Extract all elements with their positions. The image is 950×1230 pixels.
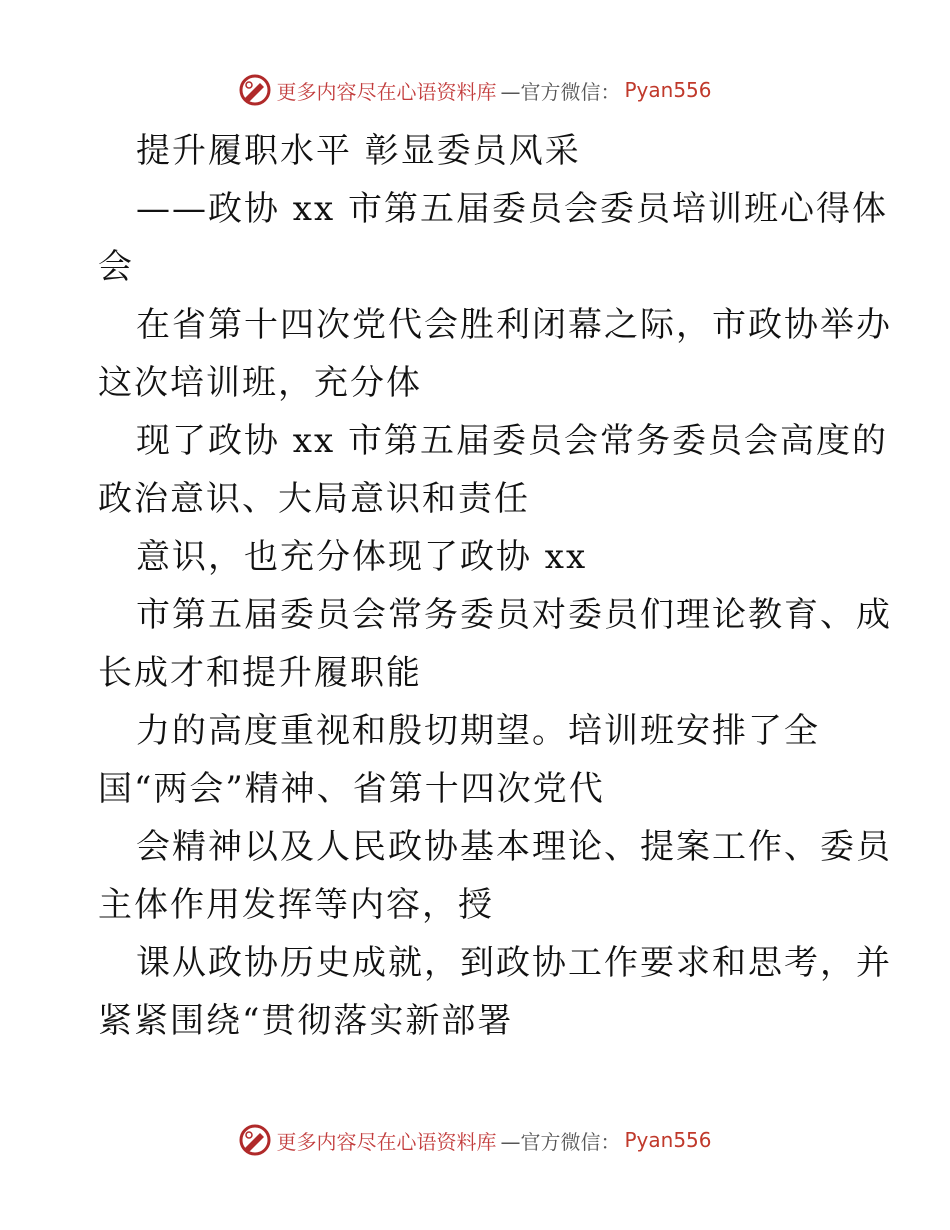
doc-line: 意识，也充分体现了政协 xx xyxy=(136,537,588,577)
doc-line: 长成才和提升履职能 xyxy=(98,653,422,693)
doc-line: 市第五届委员会常务委员对委员们理论教育、成 xyxy=(136,595,892,635)
doc-subtitle-cont: 会 xyxy=(98,247,134,287)
banner-wechat-handle: Pyan556 xyxy=(624,78,712,102)
banner-official-text: —官方微信： xyxy=(500,1129,621,1154)
doc-line: 课从政协历史成就，到政协工作要求和思考，并 xyxy=(136,943,892,983)
banner-site-text: 更多内容尽在心语资料库 xyxy=(276,1129,497,1154)
doc-line: 主体作用发挥等内容，授 xyxy=(98,885,494,925)
banner-official-text: —官方微信： xyxy=(500,79,621,104)
pen-logo-icon xyxy=(238,73,272,107)
doc-line: 政治意识、大局意识和责任 xyxy=(98,479,530,519)
banner-site-text: 更多内容尽在心语资料库 xyxy=(276,79,497,104)
doc-line: 现了政协 xx 市第五届委员会常务委员会高度的 xyxy=(136,421,888,461)
doc-line: 国“两会”精神、省第十四次党代 xyxy=(98,769,605,809)
doc-line: 紧紧围绕“贯彻落实新部署 xyxy=(98,1001,514,1041)
doc-line: 力的高度重视和殷切期望。培训班安排了全 xyxy=(136,711,820,751)
doc-line: 会精神以及人民政协基本理论、提案工作、委员 xyxy=(136,827,892,867)
pen-logo-icon xyxy=(238,1123,272,1157)
doc-title: 提升履职水平 彰显委员风采 xyxy=(136,131,581,171)
document-body xyxy=(98,122,892,1050)
doc-line: 这次培训班，充分体 xyxy=(98,363,422,403)
doc-subtitle: ——政协 xx 市第五届委员会委员培训班心得体 xyxy=(136,189,888,229)
banner-wechat-handle: Pyan556 xyxy=(624,1128,712,1152)
doc-line: 在省第十四次党代会胜利闭幕之际，市政协举办 xyxy=(136,305,892,345)
watermark-banner-bottom xyxy=(0,1120,950,1160)
watermark-banner-top xyxy=(0,70,950,110)
